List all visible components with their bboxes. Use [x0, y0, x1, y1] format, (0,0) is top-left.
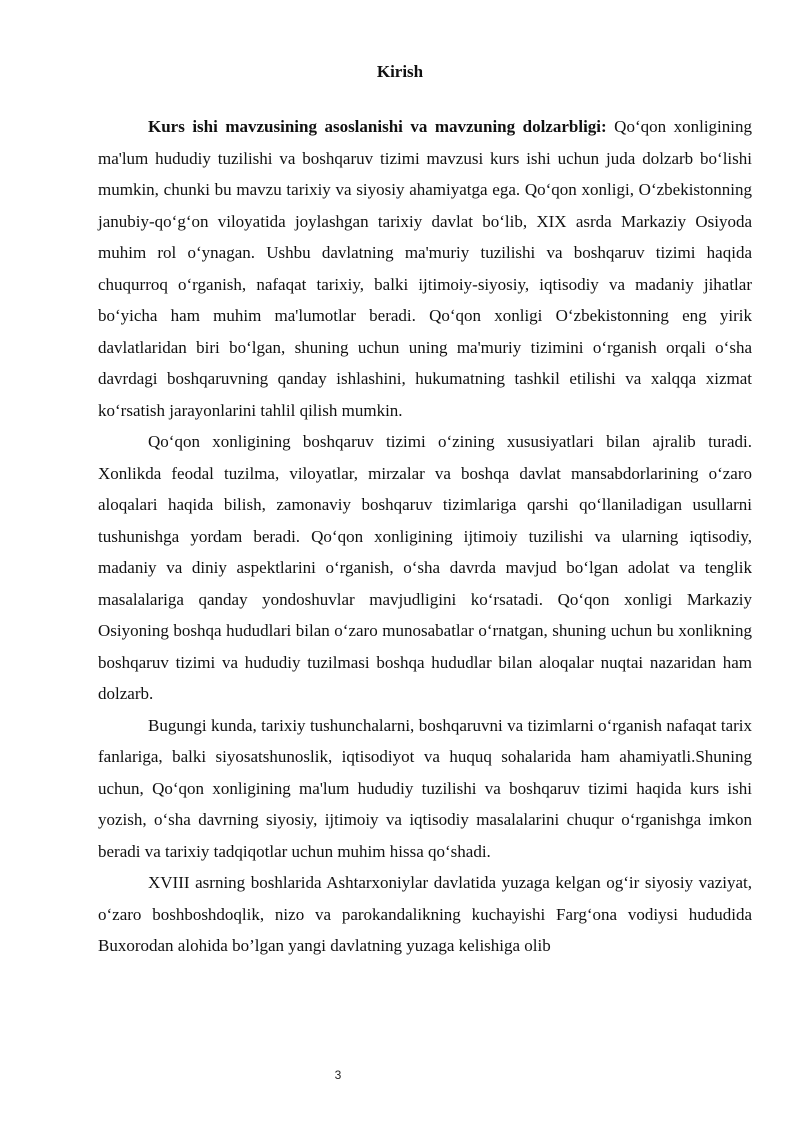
paragraph-1-lead: Kurs ishi mavzusining asoslanishi va mavzuning dolzarbligi:: [148, 117, 607, 136]
document-body: [98, 111, 752, 962]
paragraph-1: [98, 111, 752, 426]
paragraph-4: XVIII asrning boshlarida Ashtarxoniylar davlatida yuzaga kelgan og‘ir siyosiy vaziyat, o‘zaro boshboshdoqlik, nizo va parokandalikning kuchayishi Farg‘ona vodiysi hududida Buxorodan alohida bo’lgan yangi davlatning yuzaga kelishiga olib: [98, 873, 752, 955]
paragraph-2: Qo‘qon xonligining boshqaruv tizimi o‘zining xususiyatlari bilan ajralib turadi. Xonlikda feodal tuzilma, viloyatlar, mirzalar va boshqa davlat mansabdorlarining o‘zaro aloqalari haqida bilish, zamonaviy boshqaruv tizimlariga qarshi qo‘llaniladigan usullarni tushunishga yordam beradi. Qo‘qon xonligining ijtimoiy tuzilishi va ularning iqtisodiy, madaniy va diniy aspektlarini o‘rganish, o‘sha davrda mavjud bo‘lgan adolat va tenglik masalalariga qanday yondoshuvlar mavjudligini ko‘rsatadi. Qo‘qon xonligi Markaziy Osiyoning boshqa hududlari bilan o‘zaro munosabatlar o‘rnatgan, shuning uchun bu xonlikning boshqaruv tizimi va hududiy tuzilmasi boshqa hududlar bilan aloqalar nuqtai nazaridan ham dolzarb.: [98, 432, 752, 703]
paragraph-1-text: Qo‘qon xonligining ma'lum hududiy tuzilishi va boshqaruv tizimi mavzusi kurs ishi uchun juda dolzarb bo‘lishi mumkin, chunki bu mavzu tarixiy va siyosiy ahamiyatga ega. Qo‘qon xonligi, O‘zbekistonning janubiy-qo‘g‘on viloyatida joylashgan tarixiy davlat bo‘lib, XIX asrda Markaziy Osiyoda muhim rol o‘ynagan. Ushbu davlatning ma'muriy tuzilishi va boshqaruv tizimi haqida chuqurroq o‘rganish, nafaqat tarixiy, balki ijtimoiy-siyosiy, iqtisodiy va madaniy jihatlar bo‘yicha ham muhim ma'lumotlar beradi. Qo‘qon xonligi O‘zbekistonning eng yirik davlatlaridan biri bo‘lgan, shuning uchun uning ma'muriy tizimini o‘rganish orqali o‘sha davrdagi boshqaruvning qanday ishlashini, hukumatning tashkil etilishi va xalqqa xizmat ko‘rsatish jarayonlarini tahlil qilish mumkin.: [98, 117, 752, 420]
page-number: 3: [334, 1068, 342, 1082]
page-title: Kirish: [376, 62, 424, 81]
paragraph-3: Bugungi kunda, tarixiy tushunchalarni, boshqaruvni va tizimlarni o‘rganish nafaqat tarix fanlariga, balki siyosatshunoslik, iqtisodiyot va huquq sohalarida ham ahamiyatli.Shuning uchun, Qo‘qon xonligining ma'lum hududiy tuzilishi va boshqaruv tizimi haqida kurs ishi yozish, o‘sha davrning siyosiy, ijtimoiy va iqtisodiy masalalarini chuqur o‘rganishga imkon beradi va tarixiy tadqiqotlar uchun muhim hissa qo‘shadi.: [98, 715, 752, 861]
